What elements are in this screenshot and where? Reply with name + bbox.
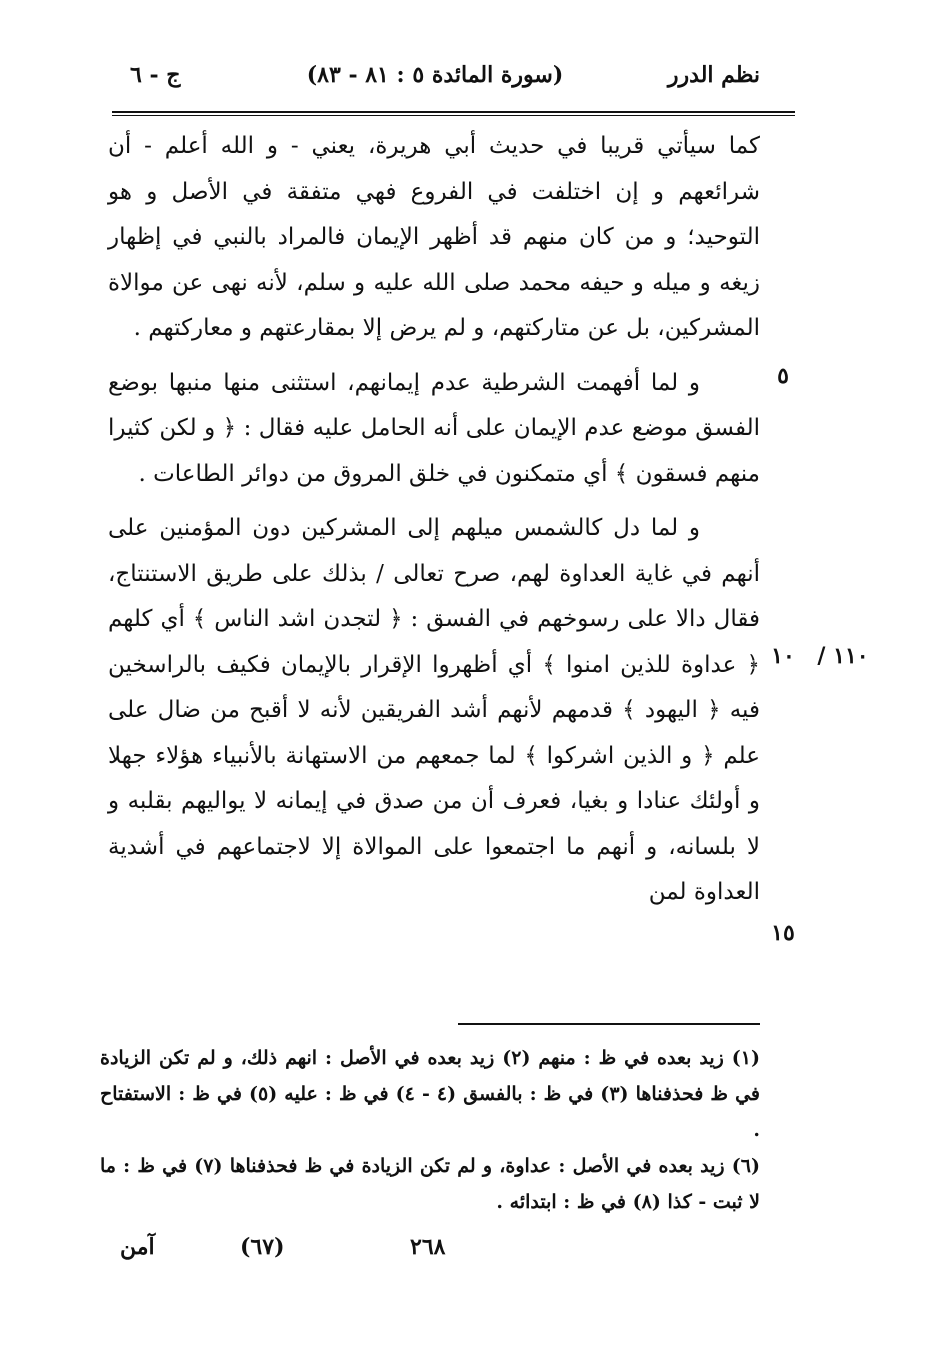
footnote-block-1: (١) زيد بعده في ظ : منهم (٢) زيد بعده في الأصل : انهم ذلك، و لم تكن الزيادة في ظ فحذفناها (٣) في ظ : بالفسق (٤ - ٤) في ظ : عليه (٥) في ظ : الاستفتاح . bbox=[100, 1047, 760, 1141]
manuscript-number: (٦٧) bbox=[240, 1234, 285, 1260]
line-number-15: ١٥ bbox=[771, 920, 795, 946]
line-number-10: ١٠ bbox=[771, 643, 795, 669]
volume-number: ج - ٦ bbox=[130, 62, 181, 88]
line-number-5: ٥ bbox=[777, 363, 789, 389]
running-header bbox=[110, 62, 760, 102]
footnote-block-2: (٦) زيد بعده في الأصل : عداوة، و لم تكن الزيادة في ظ فحذفناها (٧) في ظ : ما لا ثبت - كذا (٨) في ظ : ابتدائه . bbox=[100, 1155, 760, 1213]
page-number: ٢٦٨ bbox=[410, 1234, 446, 1260]
book-title: نظم الدرر bbox=[667, 62, 760, 88]
surah-reference: (سورة المائدة ٥ : ٨١ - ٨٣) bbox=[306, 62, 564, 88]
header-rule bbox=[112, 111, 795, 116]
paragraph-3: و لما دل كالشمس ميلهم إلى المشركين دون المؤمنين على أنهم في غاية العداوة لهم، صرح تعالى / بذلك على طريق الاستنتاج، فقال دالا على رسوخهم في الفسق : ﴿ لتجدن اشد الناس ﴾ أي كلهم ﴿ عداوة للذين امنوا ﴾ أي أظهروا الإقرار بالإيمان فكيف بالراسخين فيه ﴿ اليهود ﴾ قدمهم لأنهم أشد الفريقين لأنه لا أقبح من ضال على علم ﴿ و الذين اشركوا ﴾ لما جمعهم من الاستهانة بالأنبياء هؤلاء جهلا و أولئك عنادا و بغيا، فعرف أن من صدق في إيمانه لا يواليهم بقلبه و لا بلسانه، و أنهم ما اجتمعوا على الموالاة إلا لاجتماعهم في أشدية العداوة لمن bbox=[108, 515, 760, 905]
catchword: آمن bbox=[120, 1234, 155, 1260]
manuscript-folio-marker: ١١٠ / bbox=[817, 643, 869, 669]
body-text bbox=[108, 124, 760, 916]
page-footer bbox=[110, 1234, 470, 1274]
footnotes bbox=[100, 1040, 760, 1220]
footnote-rule bbox=[458, 1023, 760, 1025]
paragraph-2: و لما أفهمت الشرطية عدم إيمانهم، استثنى منها منبها بوضع الفسق موضع عدم الإيمان على أنه الحامل عليه فقال : ﴿ و لكن كثيرا منهم فسقون ﴾ أي متمكنون في خلق المروق من دوائر الطاعات . bbox=[108, 369, 760, 487]
paragraph-1: كما سيأتي قريبا في حديث أبي هريرة، يعني - و الله أعلم - أن شرائعهم و إن اختلفت في الفروع فهي متفقة في الأصل و هو التوحيد؛ و من كان منهم قد أظهر الإيمان فالمراد بالنبي في إظهار زيغه و ميله و حيفه محمد صلى الله عليه و سلم، لأنه نهى عن موالاة المشركين، بل عن متاركتهم، و لم يرض إلا بمقارعتهم و معاركتهم . bbox=[108, 133, 760, 341]
